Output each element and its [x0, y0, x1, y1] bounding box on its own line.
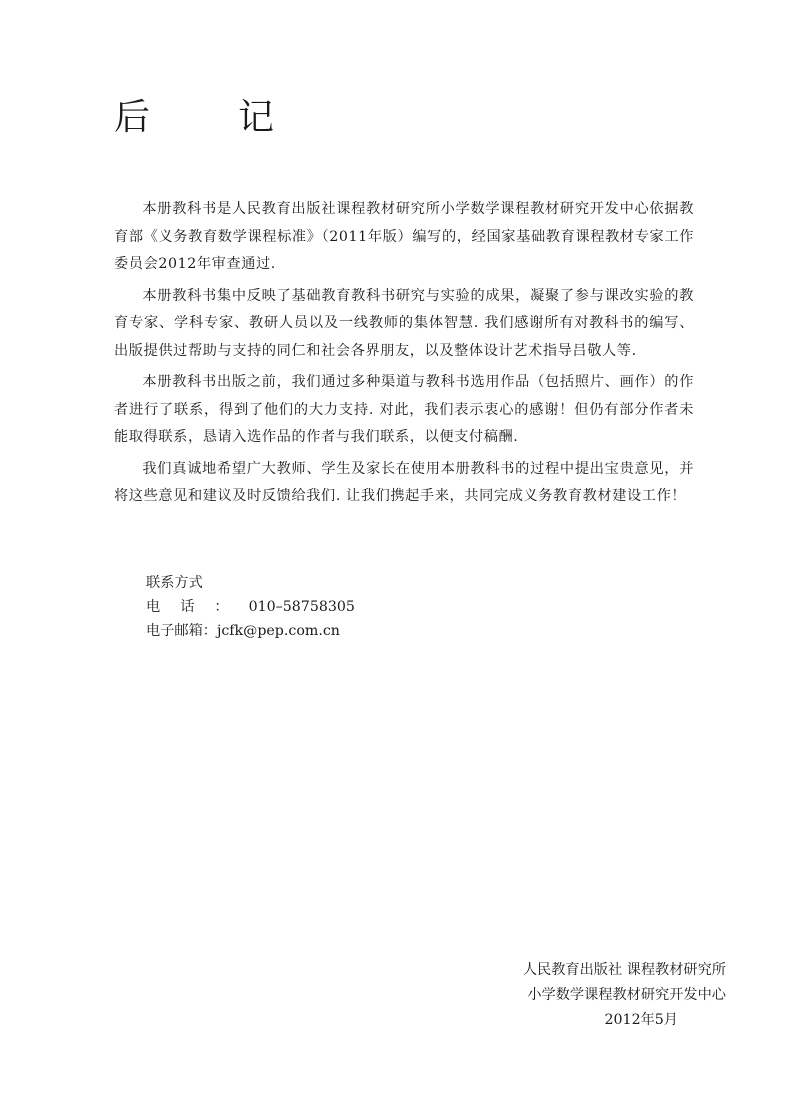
email-address: jcfk@pep.com.cn — [216, 623, 340, 639]
paragraph-1: 本册教科书是人民教育出版社课程教材研究所小学数学课程教材研究开发中心依据教育部《义务教育数学课程标准》（2011年版）编写的，经国家基础教育课程教材专家工作委员会2012年审查通过. — [114, 201, 694, 272]
paragraph-2: 本册教科书集中反映了基础教育教科书研究与实验的成果，凝聚了参与课改实验的教育专家、学科专家、教研人员以及一线教师的集体智慧. 我们感谢所有对教科书的编写、出版提供过帮助与支持的同仁和社会各界朋友，以及整体设计艺术指导吕敬人等. — [114, 287, 694, 359]
page-title: 后 记 — [114, 97, 301, 138]
phone-number: 010–58758305 — [248, 599, 355, 615]
publisher-line-2: 小学数学课程教材研究开发中心 — [527, 987, 726, 1003]
paragraph-4: 我们真诚地希望广大教师、学生及家长在使用本册教科书的过程中提出宝贵意见，并将这些意见和建议及时反馈给我们. 让我们携起手来，共同完成义务教育教材建设工作！ — [114, 460, 694, 504]
email-label: 电子邮箱： — [146, 623, 217, 639]
phone-label: 电话： — [146, 599, 249, 615]
publisher-signature — [523, 958, 726, 1033]
publish-date: 2012年5月 — [604, 1012, 678, 1028]
publisher-line-1: 人民教育出版社 课程教材研究所 — [522, 962, 726, 978]
contact-info — [146, 571, 355, 643]
contact-phone-row — [146, 595, 355, 619]
afterword-body — [114, 196, 694, 511]
contact-heading: 联系方式 — [146, 575, 203, 591]
contact-email-row — [146, 619, 355, 643]
paragraph-3: 本册教科书出版之前，我们通过多种渠道与教科书选用作品（包括照片、画作）的作者进行了联系，得到了他们的大力支持. 对此，我们表示衷心的感谢！但仍有部分作者未能取得联系，恳请入选作品的作者与我们联系，以便支付稿酬. — [114, 374, 694, 445]
